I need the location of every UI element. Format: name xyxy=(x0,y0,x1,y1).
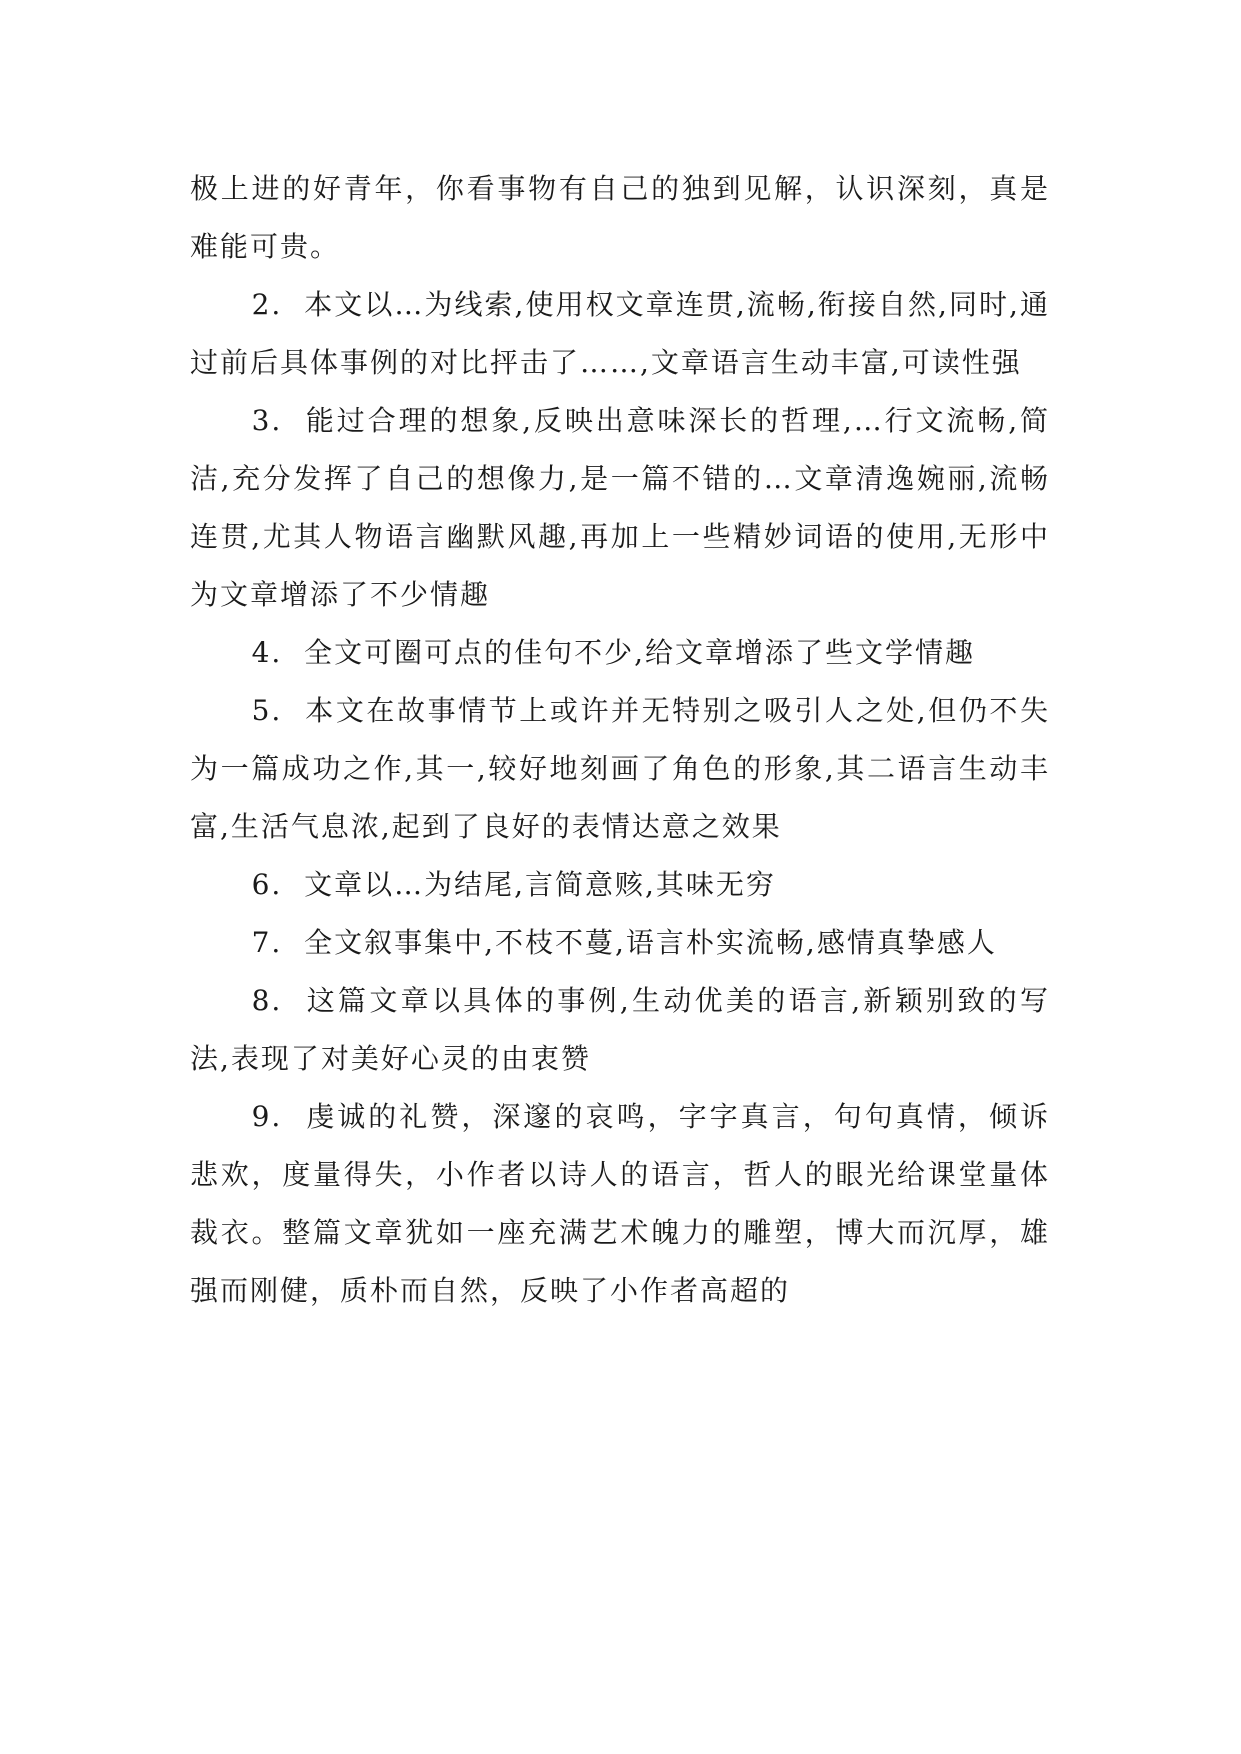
list-item xyxy=(190,624,1050,682)
continuation-paragraph: 极上进的好青年，你看事物有自己的独到见解，认识深刻，真是难能可贵。 xyxy=(190,172,1050,263)
item-text: 这篇文章以具体的事例,生动优美的语言,新颖别致的写法,表现了对美好心灵的由衷赞 xyxy=(190,984,1050,1075)
item-number: 4. xyxy=(251,636,283,669)
item-number: 3. xyxy=(251,404,283,437)
list-item xyxy=(190,856,1050,914)
list-item xyxy=(190,972,1050,1088)
item-text: 文章以…为结尾,言简意赅,其味无穷 xyxy=(304,868,776,901)
item-text: 本文以…为线索,使用权文章连贯,流畅,衔接自然,同时,通过前后具体事例的对比抨击了……,文章语言生动丰富,可读性强 xyxy=(190,288,1050,379)
item-number: 2. xyxy=(251,288,283,321)
list-item xyxy=(190,1088,1050,1320)
item-number: 7. xyxy=(251,926,283,959)
item-number: 9. xyxy=(251,1100,283,1133)
list-item xyxy=(190,276,1050,392)
item-text: 能过合理的想象,反映出意味深长的哲理,…行文流畅,简洁,充分发挥了自己的想像力,是一篇不错的…文章清逸婉丽,流畅连贯,尤其人物语言幽默风趣,再加上一些精妙词语的使用,无形中为文章增添了不少情趣 xyxy=(190,404,1050,611)
item-number: 8. xyxy=(251,984,283,1017)
list-item xyxy=(190,392,1050,624)
item-number: 6. xyxy=(251,868,283,901)
item-number: 5. xyxy=(251,694,283,727)
item-text: 全文叙事集中,不枝不蔓,语言朴实流畅,感情真挚感人 xyxy=(304,926,997,959)
item-text: 全文可圈可点的佳句不少,给文章增添了些文学情趣 xyxy=(304,636,976,669)
item-text: 虔诚的礼赞，深邃的哀鸣，字字真言，句句真情，倾诉悲欢，度量得失，小作者以诗人的语言，哲人的眼光给课堂量体裁衣。整篇文章犹如一座充满艺术魄力的雕塑，博大而沉厚，雄强而刚健，质朴而自然，反映了小作者高超的 xyxy=(190,1100,1050,1307)
document-body xyxy=(190,160,1050,1320)
list-item xyxy=(190,914,1050,972)
list-item xyxy=(190,682,1050,856)
item-text: 本文在故事情节上或许并无特别之吸引人之处,但仍不失为一篇成功之作,其一,较好地刻画了角色的形象,其二语言生动丰富,生活气息浓,起到了良好的表情达意之效果 xyxy=(190,694,1050,843)
